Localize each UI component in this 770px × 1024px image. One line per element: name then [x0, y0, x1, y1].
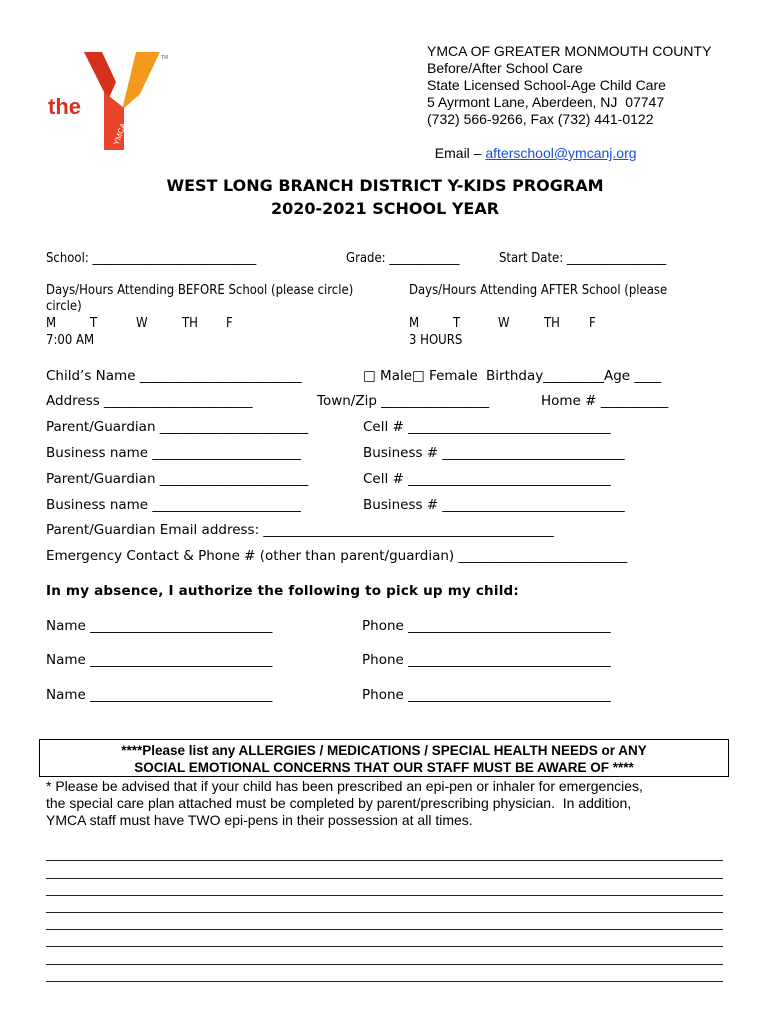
header-line-3: State Licensed School-Age Child Care: [427, 77, 666, 93]
blank-line[interactable]: [46, 946, 723, 947]
epipen-notice-1: * Please be advised that if your child has been prescribed an epi-pen or inhaler for emergencies,: [46, 778, 643, 794]
blank-line[interactable]: [46, 860, 723, 861]
after-day-m[interactable]: M: [409, 316, 420, 331]
child-name-field[interactable]: Child’s Name ________________________: [46, 368, 302, 384]
after-day-th[interactable]: TH: [544, 316, 560, 331]
guardian-2-cell-field[interactable]: Cell # ______________________________: [363, 471, 611, 487]
after-day-t[interactable]: T: [453, 316, 461, 331]
logo-the-text: the: [48, 94, 81, 119]
blank-line[interactable]: [46, 929, 723, 930]
address-field[interactable]: Address ______________________: [46, 393, 253, 409]
form-title-line-1: WEST LONG BRANCH DISTRICT Y-KIDS PROGRAM: [166, 176, 604, 195]
guardian-email-field[interactable]: Parent/Guardian Email address: ___________________________________________: [46, 522, 554, 538]
header-line-5: (732) 566-9266, Fax (732) 441-0122: [427, 111, 654, 127]
before-heading: Days/Hours Attending BEFORE School (please circle): [46, 283, 354, 298]
epipen-notice-3: YMCA staff must have TWO epi-pens in their possession at all times.: [46, 812, 473, 828]
guardian-1-field[interactable]: Parent/Guardian ______________________: [46, 419, 309, 435]
header-line-1: YMCA OF GREATER MONMOUTH COUNTY: [427, 43, 712, 59]
guardian-2-field[interactable]: Parent/Guardian ______________________: [46, 471, 309, 487]
birthday-age-field[interactable]: Birthday_________Age ____: [486, 368, 662, 384]
pickup-name-3[interactable]: Name ___________________________: [46, 687, 273, 703]
guardian-1-cell-field[interactable]: Cell # ______________________________: [363, 419, 611, 435]
female-checkbox[interactable]: □ Female: [412, 368, 478, 384]
pickup-phone-1[interactable]: Phone ______________________________: [362, 618, 611, 634]
svg-text:TM: TM: [161, 55, 169, 61]
before-day-w[interactable]: W: [136, 316, 148, 331]
epipen-notice-2: the special care plan attached must be completed by parent/prescribing physician. In addition,: [46, 795, 632, 811]
pickup-phone-3[interactable]: Phone ______________________________: [362, 687, 611, 703]
pickup-phone-2[interactable]: Phone ______________________________: [362, 652, 611, 668]
header-line-4: 5 Ayrmont Lane, Aberdeen, NJ 07747: [427, 94, 665, 110]
after-day-w[interactable]: W: [498, 316, 510, 331]
allergy-line-2: SOCIAL EMOTIONAL CONCERNS THAT OUR STAFF MUST BE AWARE OF ****: [134, 760, 634, 775]
blank-line[interactable]: [46, 964, 723, 965]
before-heading-cont: circle): [46, 299, 82, 314]
after-time: 3 HOURS: [409, 333, 463, 348]
start-date-field[interactable]: Start Date: _________________: [499, 251, 667, 266]
before-day-f[interactable]: F: [226, 316, 233, 331]
pickup-name-2[interactable]: Name ___________________________: [46, 652, 273, 668]
town-zip-field[interactable]: Town/Zip ________________: [317, 393, 490, 409]
allergy-notice-box: [39, 739, 729, 777]
header-line-2: Before/After School Care: [427, 60, 583, 76]
business-2-field[interactable]: Business name ______________________: [46, 497, 301, 513]
after-day-f[interactable]: F: [589, 316, 596, 331]
after-heading: Days/Hours Attending AFTER School (please: [409, 283, 668, 298]
before-day-m[interactable]: M: [46, 316, 57, 331]
blank-line[interactable]: [46, 895, 723, 896]
pickup-heading: In my absence, I authorize the following to pick up my child:: [46, 583, 519, 599]
form-title-line-2: 2020-2021 SCHOOL YEAR: [270, 199, 500, 218]
blank-line[interactable]: [46, 912, 723, 913]
blank-line[interactable]: [46, 878, 723, 879]
home-phone-field[interactable]: Home # __________: [541, 393, 669, 409]
allergy-line-1: ****Please list any ALLERGIES / MEDICATIONS / SPECIAL HEALTH NEEDS or ANY: [121, 743, 647, 758]
email-link[interactable]: afterschool@ymcanj.org: [485, 145, 637, 161]
ymca-logo: [44, 50, 174, 155]
grade-field[interactable]: Grade: ____________: [346, 251, 460, 266]
business-2-phone-field[interactable]: Business # ___________________________: [363, 497, 625, 513]
business-1-phone-field[interactable]: Business # ___________________________: [363, 445, 625, 461]
header-email-line: [427, 128, 637, 162]
business-1-field[interactable]: Business name ______________________: [46, 445, 301, 461]
blank-line[interactable]: [46, 981, 723, 982]
before-time: 7:00 AM: [46, 333, 95, 348]
logo-ymca-text: YMCA: [111, 121, 129, 147]
school-field[interactable]: School: ____________________________: [46, 251, 257, 266]
pickup-name-1[interactable]: Name ___________________________: [46, 618, 273, 634]
male-checkbox[interactable]: □ Male: [363, 368, 413, 384]
emergency-contact-field[interactable]: Emergency Contact & Phone # (other than parent/guardian) _________________________: [46, 548, 628, 564]
before-day-t[interactable]: T: [90, 316, 98, 331]
before-day-th[interactable]: TH: [182, 316, 198, 331]
email-prefix: Email –: [434, 145, 486, 161]
